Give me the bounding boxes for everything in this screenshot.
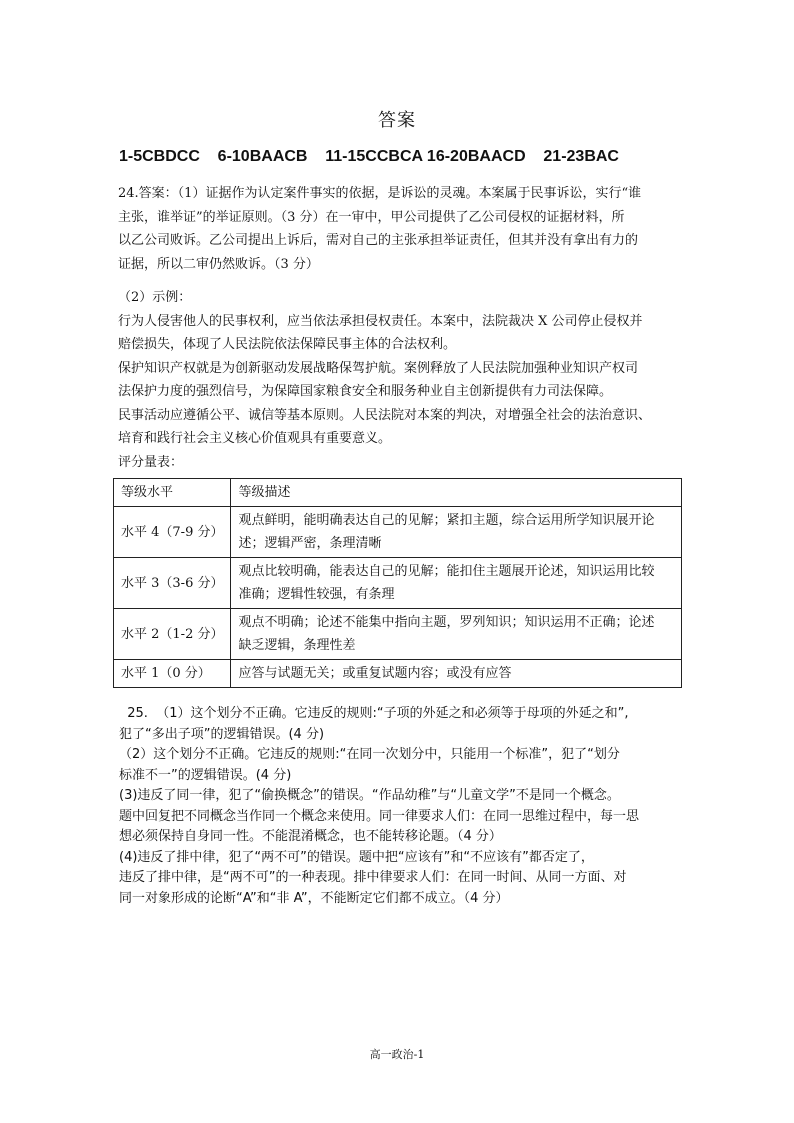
level-cell: 水平 4（7-9 分）	[114, 507, 231, 558]
table-header-row	[114, 479, 682, 507]
text-line: 保护知识产权就是为创新驱动发展战略保驾护航。案例释放了人民法院加强种业知识产权司	[118, 360, 639, 376]
level-cell: 水平 1（0 分）	[114, 660, 231, 688]
desc-line: 观点不明确；论述不能集中指向主题，罗列知识；知识运用不正确；论述	[238, 615, 655, 630]
desc-line: 观点鲜明，能明确表达自己的见解；紧扣主题，综合运用所学知识展开论	[238, 513, 655, 528]
text-line: 主张，谁举证”的举证原则。（3 分）在一审中，甲公司提供了乙公司侵权的证据材料，所	[118, 209, 625, 225]
desc-cell	[231, 609, 682, 660]
text-line: 以乙公司败诉。乙公司提出上诉后，需对自己的主张承担举证责任，但其并没有拿出有力的	[118, 233, 639, 248]
text-line: （2）这个划分不正确。它违反的规则:“在同一次划分中，只能用一个标准”，犯了“划分	[119, 747, 620, 762]
text-line: 违反了排中律，是“两不可”的一种表现。排中律要求人们：在同一时间、从同一方面、对	[119, 870, 627, 885]
rubric-label: 评分量表：	[118, 454, 184, 470]
table-row	[114, 558, 682, 609]
text-line: 24.答案：（1）证据作为认定案件事实的依据，是诉讼的灵魂。本案属于民事诉讼，实行“谁	[118, 186, 642, 201]
text-line: 证据，所以二审仍然败诉。（3 分）	[118, 256, 319, 272]
desc-line: 观点比较明确，能表达自己的见解；能扣住主题展开论述，知识运用比较	[238, 564, 655, 579]
text-line: 犯了“多出子项”的逻辑错误。(4 分)	[119, 726, 325, 742]
table-row	[114, 507, 682, 558]
level-cell: 水平 2（1-2 分）	[114, 609, 231, 660]
desc-cell	[231, 507, 682, 558]
desc-line: 准确；逻辑性较强，有条理	[238, 587, 395, 602]
multiple-choice-answers: 1-5CBDCC 6-10BAACB 11-15CCBCA 16-20BAACD 21-23BAC	[119, 148, 619, 165]
text-line: 25. （1）这个划分不正确。它违反的规则:“子项的外延之和必须等于母项的外延之和”,	[119, 706, 629, 721]
desc-line: 应答与试题无关；或重复试题内容；或没有应答	[238, 666, 512, 681]
q24-part1	[118, 182, 688, 276]
table-row	[114, 660, 682, 688]
page-footer: 高一政治-1	[369, 1048, 425, 1061]
text-line: (4)违反了排中律，犯了“两不可”的错误。题中把“应该有”和“不应该有”都否定了，	[119, 849, 594, 865]
header-desc: 等级描述	[231, 479, 682, 507]
q25-answers	[119, 704, 689, 909]
text-line: 标准不一”的逻辑错误。(4 分)	[119, 767, 292, 783]
text-line: 法保护力度的强烈信号，为保障国家粮食安全和服务种业自主创新提供有力司法保障。	[118, 384, 613, 399]
page-title: 答案	[378, 110, 416, 131]
text-line: (3)违反了同一律，犯了“偷换概念”的错误。“作品幼稚”与“儿童文学”不是同一个概念。	[119, 788, 620, 803]
rubric-table	[113, 478, 682, 688]
text-line: 培育和践行社会主义核心价值观具有重要意义。	[118, 431, 392, 446]
desc-cell	[231, 558, 682, 609]
text-line: 民事活动应遵循公平、诚信等基本原则。人民法院对本案的判决，对增强全社会的法治意识、	[118, 407, 652, 423]
part2-label: （2）示例：	[118, 290, 192, 305]
table-row	[114, 609, 682, 660]
text-line: 题中回复把不同概念当作同一个概念来使用。同一律要求人们：在同一思维过程中，每一思	[119, 808, 640, 824]
text-line: 赔偿损失，体现了人民法院依法保障民事主体的合法权利。	[118, 337, 457, 352]
q24-part2	[118, 286, 688, 474]
text-line: 同一对象形成的论断“A”和“非 A”，不能断定它们都不成立。（4 分）	[119, 890, 509, 906]
text-line: 行为人侵害他人的民事权利，应当依法承担侵权责任。本案中，法院裁决 X 公司停止侵权并	[118, 313, 643, 329]
desc-cell	[231, 660, 682, 688]
desc-line: 缺乏逻辑，条理性差	[238, 638, 356, 653]
level-cell: 水平 3（3-6 分）	[114, 558, 231, 609]
desc-line: 述；逻辑严密，条理清晰	[238, 536, 382, 551]
header-level: 等级水平	[114, 479, 231, 507]
text-line: 想必须保持自身同一性。不能混淆概念，也不能转移论题。（4 分）	[119, 829, 502, 844]
